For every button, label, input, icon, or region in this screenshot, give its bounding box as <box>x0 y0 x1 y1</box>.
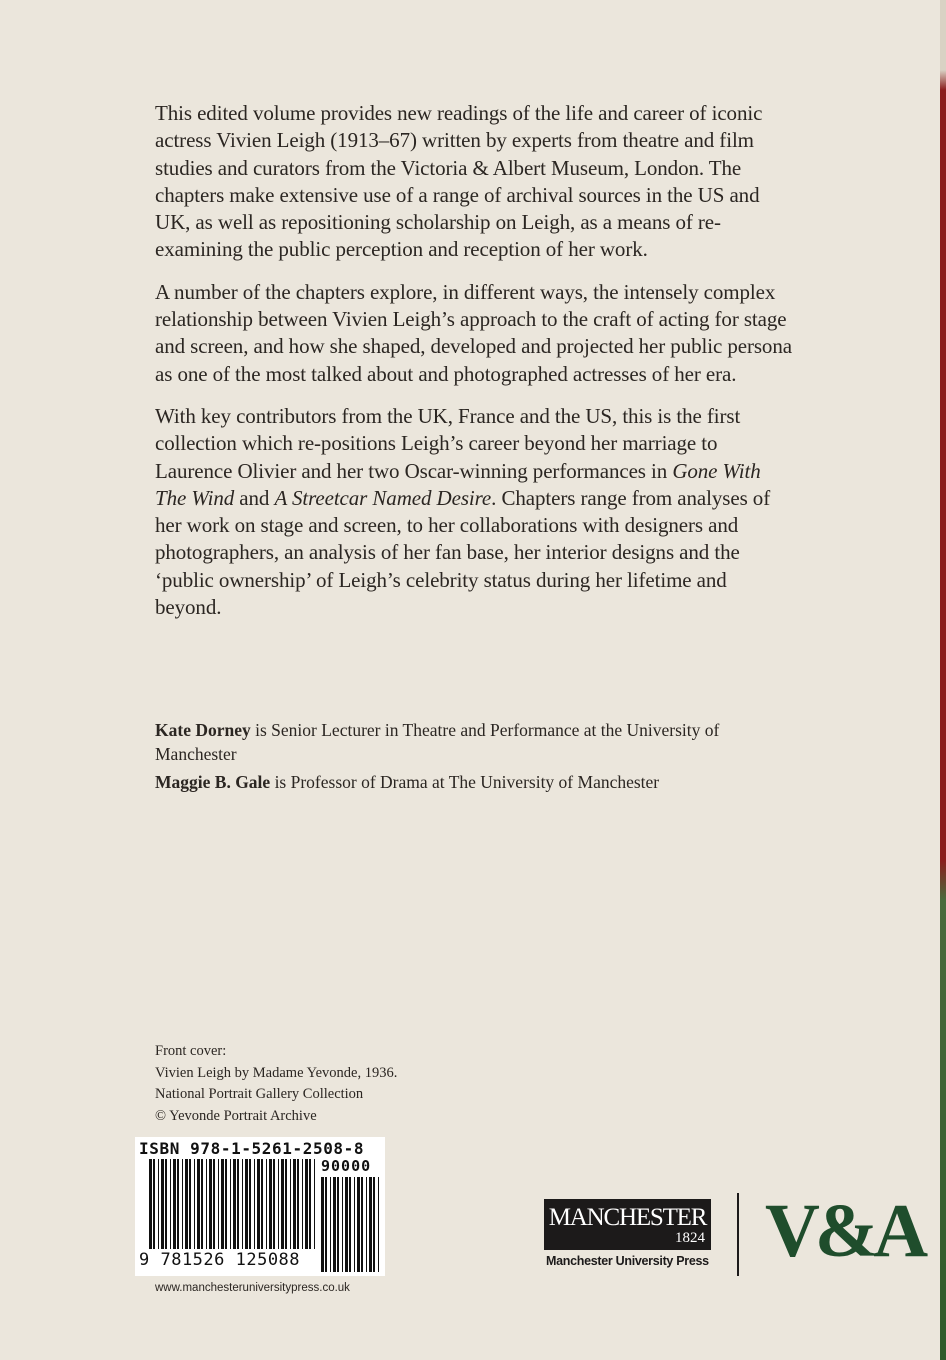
blurb-paragraph-1: This edited volume provides new readings of the life and career of iconic actress Vivien Leigh (1913–67) written by experts from theatre and film studies and curators from the Victoria & Albert Museum, London. The chapters make extensive use of a range of archival sources in the US and UK, as well as repositioning scholarship on Leigh, as a means of re-examining the public perception and reception of her work. <box>155 101 763 262</box>
film-title-gone-with-the-wind: Gone With The Wind <box>155 458 761 510</box>
credit-line: © Yevonde Portrait Archive <box>155 1107 317 1124</box>
spine-edge-stripe <box>940 0 946 1360</box>
bio-name: Maggie B. Gale <box>155 772 271 792</box>
barcode-addon-digits: 90000 <box>321 1157 372 1175</box>
editor-bios <box>155 718 795 798</box>
credit-line: Front cover: <box>155 1043 227 1059</box>
film-title-streetcar: A Streetcar Named Desire <box>274 485 492 510</box>
mup-press-label: Manchester University Press <box>546 1254 709 1268</box>
blurb-text <box>155 100 795 636</box>
barcode-digits: 9 781526 125088 <box>139 1250 301 1270</box>
bio-maggie-gale <box>155 770 795 794</box>
credit-line: Vivien Leigh by Madame Yevonde, 1936. <box>155 1064 398 1081</box>
blurb-p3-part-b: . Chapters range from analyses of her work on stage and screen, to her collaborations with designers and photographers, an analysis of her fan base, her interior designs and the ‘public ownership’ of Leigh’s celebrity status during her lifetime and beyond. <box>155 485 771 620</box>
mup-logo-year: 1824 <box>675 1230 705 1246</box>
bio-name: Kate Dorney <box>155 720 251 740</box>
bio-kate-dorney <box>155 718 795 766</box>
blurb-p3-and: and <box>234 485 275 510</box>
isbn-label: ISBN 978-1-5261-2508-8 <box>139 1139 365 1158</box>
credit-line: National Portrait Gallery Collection <box>155 1086 364 1102</box>
manchester-university-press-logo <box>544 1199 711 1250</box>
bio-text: is Senior Lecturer in Theatre and Performance at the University of Manchester <box>155 720 720 764</box>
publisher-url[interactable]: www.manchesteruniversitypress.co.uk <box>155 1282 350 1294</box>
va-logo: V&A <box>765 1189 924 1273</box>
bio-text: is Professor of Drama at The University of Manchester <box>270 772 660 792</box>
blurb-paragraph-2: A number of the chapters explore, in different ways, the intensely complex relationship between Vivien Leigh’s approach to the craft of acting for stage and screen, and how she shaped, developed and projected her public persona as one of the most talked about and photographed actresses of her era. <box>155 279 792 386</box>
blurb-paragraph-3 <box>155 403 795 621</box>
mup-logo-name: MANCHESTER <box>548 1204 707 1231</box>
logo-divider <box>737 1193 739 1276</box>
isbn-barcode <box>135 1137 385 1276</box>
blurb-p3-part-a: With key contributors from the UK, France and the US, this is the first collection which re-positions Leigh’s career beyond her marriage to Laurence Olivier and her two Oscar-winning performances in <box>155 403 741 483</box>
cover-credit <box>155 1041 397 1127</box>
